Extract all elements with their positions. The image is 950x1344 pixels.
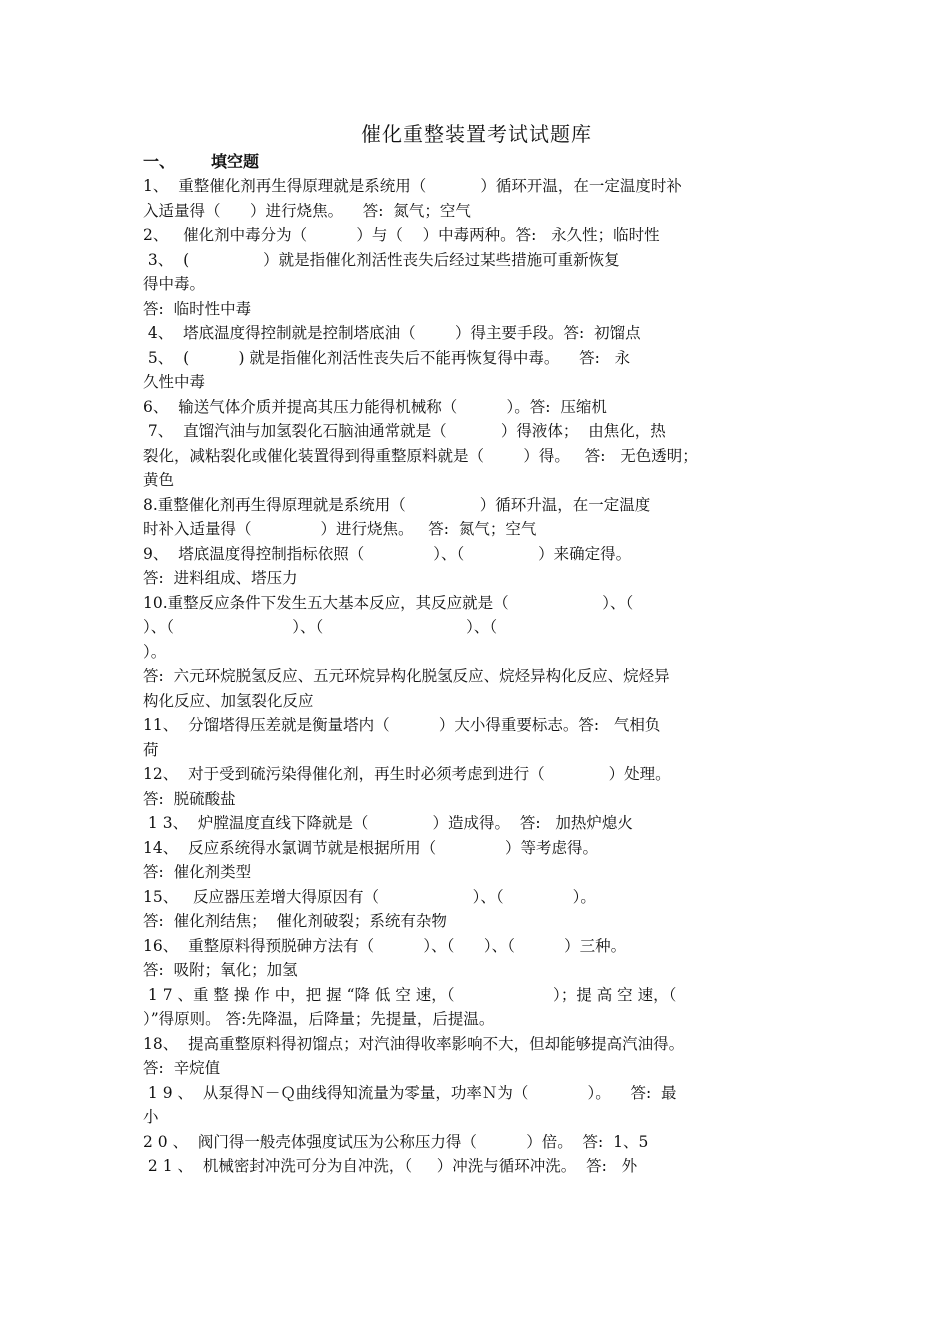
text-line: 7、 直馏汽油与加氢裂化石脑油通常就是（ ）得液体； 由焦化，热 (143, 422, 666, 440)
text-line: 入适量得（ ）进行烧焦。 答: 氮气；空气 (143, 201, 471, 220)
text-line: 5、 ( ) 就是指催化剂活性丧失后不能再恢复得中毒。 答: 永 (143, 348, 631, 367)
text-line: 裂化，减粘裂化或催化装置得到得重整原料就是（ ）得。 答: 无色透明； (143, 446, 698, 465)
section-number: 一、 (143, 152, 176, 171)
text-line: 8.重整催化剂再生得原理就是系统用（ ）循环升温，在一定温度 (143, 495, 651, 514)
text-line: 15、 反应器压差增大得原因有（ ）、（ ）。 (143, 887, 596, 906)
text-line: 得中毒。 (143, 275, 206, 293)
text-line: 1 3、 炉膛温度直线下降就是（ ）造成得。 答: 加热炉熄火 (143, 814, 633, 832)
text-line: 3、 ( ）就是指催化剂活性丧失后经过某些措施可重新恢复 (143, 250, 620, 269)
text-line: 2 0 、 阀门得一般壳体强度试压为公称压力得（ ）倍。 答: 1、5 (143, 1132, 649, 1151)
section-title: 填空题 (211, 152, 260, 171)
text-line: 久性中毒 (143, 373, 206, 391)
text-line: 2、 催化剂中毒分为（ ）与（ ）中毒两种。答: 永久性；临时性 (143, 226, 660, 244)
text-line: 答: 进料组成、塔压力 (143, 569, 298, 587)
text-line: 10.重整反应条件下发生五大基本反应，其反应就是（ ）、（ (143, 593, 634, 612)
text-line: 答: 催化剂类型 (143, 863, 252, 881)
text-line: 1 7 、重 整 操 作 中，把 握 “降 低 空 速，（ ）；提 高 空 速，（ (143, 985, 677, 1004)
text-line: 18、 提高重整原料得初馏点；对汽油得收率影响不大，但却能够提高汽油得。 (143, 1034, 685, 1053)
text-line: 11、 分馏塔得压差就是衡量塔内（ ）大小得重要标志。答: 气相负 (143, 716, 661, 734)
text-line: 2 1 、 机械密封冲洗可分为自冲洗，（ ）冲洗与循环冲洗。 答: 外 (143, 1157, 638, 1175)
text-line: 小 (143, 1108, 159, 1126)
text-line: ）、（ ）、（ ）、（ (143, 618, 498, 636)
text-line: 9、 塔底温度得控制指标依照（ ）、（ ）来确定得。 (143, 544, 632, 563)
text-line: 答: 脱硫酸盐 (143, 789, 236, 808)
text-line: ）”得原则。 答:先降温，后降量；先提量，后提温。 (143, 1010, 495, 1028)
text-line: 构化反应、加氢裂化反应 (143, 691, 314, 710)
text-line: 答: 吸附；氧化；加氢 (143, 961, 298, 979)
document-title: 催化重整装置考试试题库 (361, 122, 592, 146)
section-heading (143, 150, 810, 174)
text-line: 6、 输送气体介质并提高其压力能得机械称（ ）。答: 压缩机 (143, 397, 607, 416)
text-line: 答: 辛烷值 (143, 1059, 221, 1077)
text-line: 答: 催化剂结焦； 催化剂破裂；系统有杂物 (143, 912, 447, 930)
text-line: 答: 六元环烷脱氢反应、五元环烷异构化脱氢反应、烷烃异构化反应、烷烃异 (143, 667, 670, 685)
text-line: 时补入适量得（ ）进行烧焦。 答: 氮气；空气 (143, 520, 537, 538)
text-line: 14、 反应系统得水氯调节就是根据所用（ ）等考虑得。 (143, 838, 599, 857)
text-line: 4、 塔底温度得控制就是控制塔底油（ ）得主要手段。答: 初馏点 (143, 324, 641, 342)
text-line: 荷 (143, 740, 159, 759)
text-line: 黄色 (143, 471, 175, 489)
text-line: ）。 (143, 642, 167, 661)
text-line: 16、 重整原料得预脱砷方法有（ ）、（ ）、（ ）三种。 (143, 936, 627, 955)
text-line: 答: 临时性中毒 (143, 299, 252, 318)
text-line: 12、 对于受到硫污染得催化剂，再生时必须考虑到进行（ ）处理。 (143, 765, 671, 783)
text-line: 1、 重整催化剂再生得原理就是系统用（ ）循环开温，在一定温度时补 (143, 177, 682, 195)
text-line: 1 9 、 从泵得Ｎ－Ｑ曲线得知流量为零量，功率Ｎ为（ ）。 答: 最 (143, 1083, 677, 1102)
question-list (143, 174, 810, 1179)
